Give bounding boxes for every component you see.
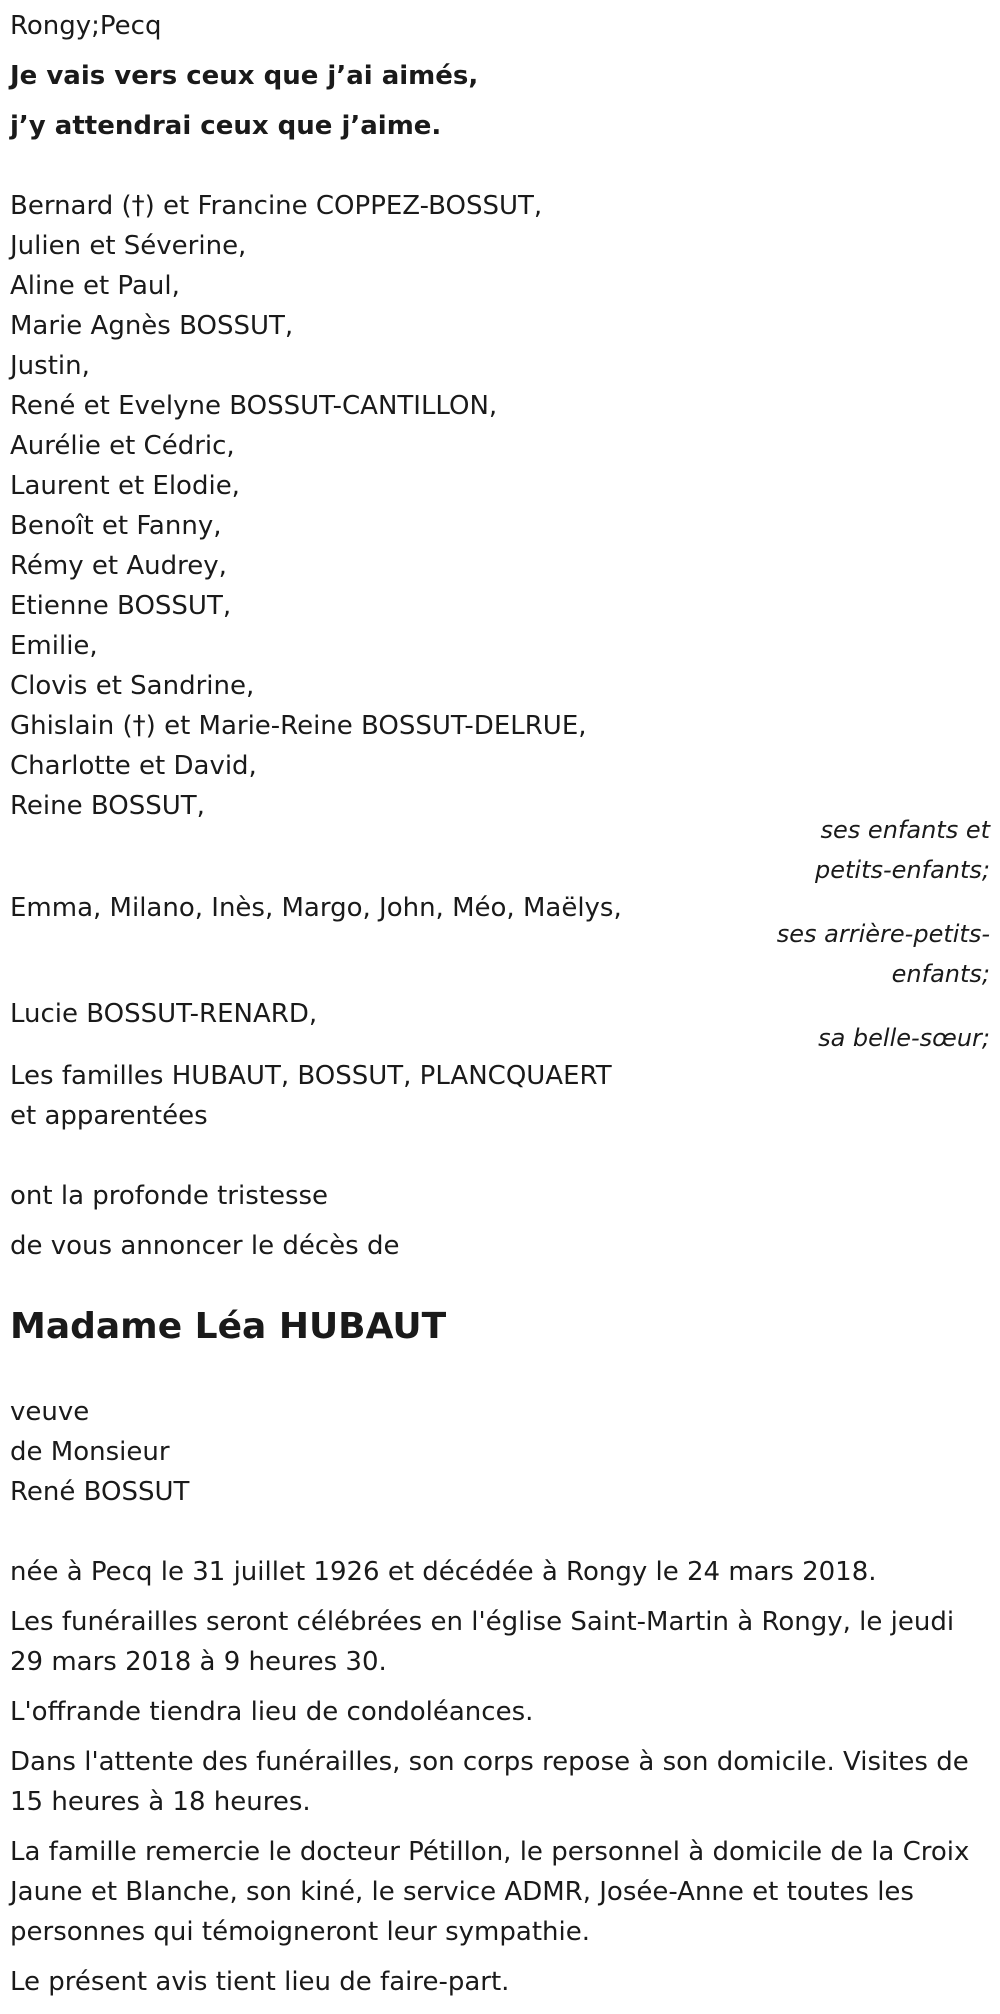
quote-line-1: Je vais vers ceux que j’ai aimés, — [10, 61, 479, 91]
families-line-2: et apparentées — [10, 1101, 208, 1131]
announcement-line-2: de vous annoncer le décès de — [10, 1231, 400, 1261]
family-member: Clovis et Sandrine, — [10, 671, 255, 701]
great-grandchildren: Emma, Milano, Inès, Margo, John, Méo, Maëlys, — [10, 893, 622, 923]
family-member: Julien et Séverine, — [10, 231, 247, 261]
family-member: Charlotte et David, — [10, 751, 257, 781]
notice-statement: Le présent avis tient lieu de faire-part. — [10, 1967, 510, 1997]
location-header: Rongy;Pecq — [10, 11, 162, 41]
widow-line-2: de Monsieur — [10, 1437, 170, 1467]
thanks-paragraph: La famille remercie le docteur Pétillon, le personnel à domicile de la Croix Jaune et Blanche, son kiné, le service ADMR, Josée-Anne et toutes les personnes qui témoigneront leur sympathie. — [10, 1837, 970, 1947]
family-member: Aurélie et Cédric, — [10, 431, 235, 461]
families-line-1: Les familles HUBAUT, BOSSUT, PLANCQUAERT — [10, 1061, 612, 1091]
family-member: Benoît et Fanny, — [10, 511, 222, 541]
family-member: René et Evelyne BOSSUT-CANTILLON, — [10, 391, 498, 421]
quote-line-2: j’y attendrai ceux que j’aime. — [10, 111, 442, 141]
family-member: Ghislain (†) et Marie-Reine BOSSUT-DELRUE, — [10, 711, 587, 741]
children-role-line-1: ses enfants et — [820, 816, 990, 844]
spouse-name: René BOSSUT — [10, 1477, 190, 1507]
announcement-line-1: ont la profonde tristesse — [10, 1181, 329, 1211]
sister-in-law: Lucie BOSSUT-RENARD, — [10, 999, 318, 1029]
visiting-hours: Dans l'attente des funérailles, son corps repose à son domicile. Visites de 15 heures à 18 heures. — [10, 1747, 969, 1817]
family-member: Marie Agnès BOSSUT, — [10, 311, 294, 341]
family-member: Laurent et Elodie, — [10, 471, 240, 501]
offering-note: L'offrande tiendra lieu de condoléances. — [10, 1697, 534, 1727]
family-member: Rémy et Audrey, — [10, 551, 227, 581]
family-member: Etienne BOSSUT, — [10, 591, 232, 621]
great-grandchildren-role-line-1: ses arrière-petits- — [776, 920, 990, 948]
great-grandchildren-role-line-2: enfants; — [891, 960, 990, 988]
deceased-name: Madame Léa HUBAUT — [10, 1306, 447, 1347]
sister-in-law-role: sa belle-sœur; — [818, 1024, 990, 1052]
family-member: Emilie, — [10, 631, 98, 661]
family-member: Justin, — [10, 351, 90, 381]
children-role-line-2: petits-enfants; — [815, 856, 990, 884]
widow-line-1: veuve — [10, 1397, 90, 1427]
family-member: Reine BOSSUT, — [10, 791, 205, 821]
family-member: Aline et Paul, — [10, 271, 180, 301]
birth-death-dates: née à Pecq le 31 juillet 1926 et décédée à Rongy le 24 mars 2018. — [10, 1557, 877, 1587]
funeral-info: Les funérailles seront célébrées en l'église Saint-Martin à Rongy, le jeudi 29 mars 2018 à 9 heures 30. — [10, 1607, 955, 1677]
family-member: Bernard (†) et Francine COPPEZ-BOSSUT, — [10, 191, 543, 221]
